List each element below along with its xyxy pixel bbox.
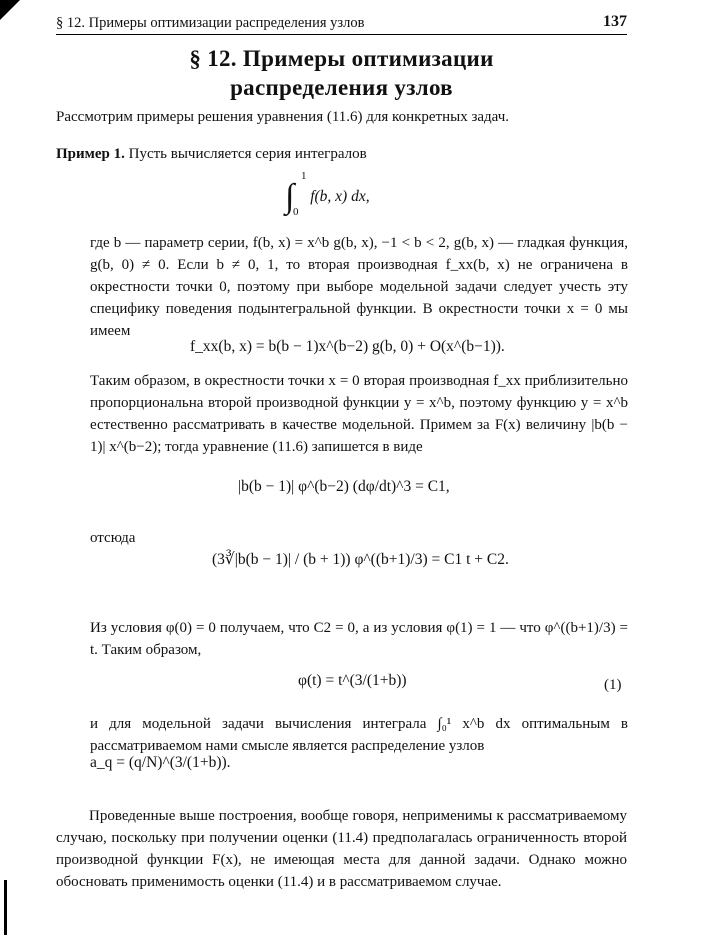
- integral-sign: ∫: [285, 178, 295, 215]
- equation-c2: (3∛|b(b − 1)| / (b + 1)) φ^((b+1)/3) = C1 t + C2.: [212, 551, 509, 568]
- example-label: Пример 1.: [56, 146, 125, 162]
- equation-number: (1): [604, 677, 622, 693]
- page-number: 137: [603, 13, 627, 30]
- section-title: [56, 44, 627, 102]
- paragraph-model-problem: и для модельной задачи вычисления интеграла ∫₀¹ x^b dx оптимальным в рассматриваемом нами смысле является распределение узлов: [90, 716, 628, 754]
- integral-equation: [285, 172, 370, 220]
- paragraph-remark: Проведенные выше построения, вообще говоря, неприменимы к рассматриваемому случаю, поскольку при получении оценки (11.4) предполагалась ограниченность второй производной функции F(x), не имеющая места для данной задачи. Однако можно обосновать применимость оценки (11.4) и в рассматриваемом случае.: [56, 808, 627, 890]
- word-otsyuda: отсюда: [90, 530, 136, 546]
- integral-upper-limit: 1: [301, 170, 307, 182]
- equation-nodes: a_q = (q/N)^(3/(1+b)).: [90, 754, 231, 771]
- scan-corner-mark: [0, 0, 20, 20]
- integral-lower-limit: 0: [293, 206, 299, 218]
- equation-c1: |b(b − 1)| φ^(b−2) (dφ/dt)^3 = C1,: [238, 478, 450, 495]
- example-paragraph: [56, 143, 627, 165]
- section-title-line1: § 12. Примеры оптимизации: [189, 46, 494, 71]
- integral-body: f(b, x) dx,: [310, 188, 370, 205]
- paragraph-model: Таким образом, в окрестности точки x = 0 вторая производная f_xx приблизительно пропорциональна второй производной функции y = x^b, поэтому функцию y = x^b естественно рассматривать в качестве модельной. Примем за F(x) величину |b(b − 1)| x^(b−2); тогда уравнение (11.6) запишется в виде: [90, 373, 628, 455]
- equation-fxx: f_xx(b, x) = b(b − 1)x^(b−2) g(b, 0) + O(x^(b−1)).: [190, 338, 505, 355]
- section-title-line2: распределения узлов: [230, 75, 453, 100]
- intro-paragraph: Рассмотрим примеры решения уравнения (11.6) для конкретных задач.: [56, 109, 510, 125]
- example-text: Пусть вычисляется серия интегралов: [128, 146, 367, 162]
- page-header: [56, 12, 627, 35]
- paragraph-conditions: Из условия φ(0) = 0 получаем, что C2 = 0, а из условия φ(1) = 1 — что φ^((b+1)/3) = t. Таким образом,: [90, 620, 628, 658]
- equation-phi: φ(t) = t^(3/(1+b)): [298, 672, 407, 689]
- paragraph-parameter: где b — параметр серии, f(b, x) = x^b g(b, x), −1 < b < 2, g(b, x) — гладкая функция, g(b, 0) ≠ 0. Если b ≠ 0, 1, то вторая производная f_xx(b, x) не ограничена в окрестности точки 0, поэтому при выборе модельной задачи следует учесть эту специфику поведения подынтегральной функции. В окрестности точки x = 0 мы имеем: [90, 235, 628, 339]
- scan-edge-mark: [4, 880, 7, 935]
- running-title: § 12. Примеры оптимизации распределения узлов: [56, 15, 365, 31]
